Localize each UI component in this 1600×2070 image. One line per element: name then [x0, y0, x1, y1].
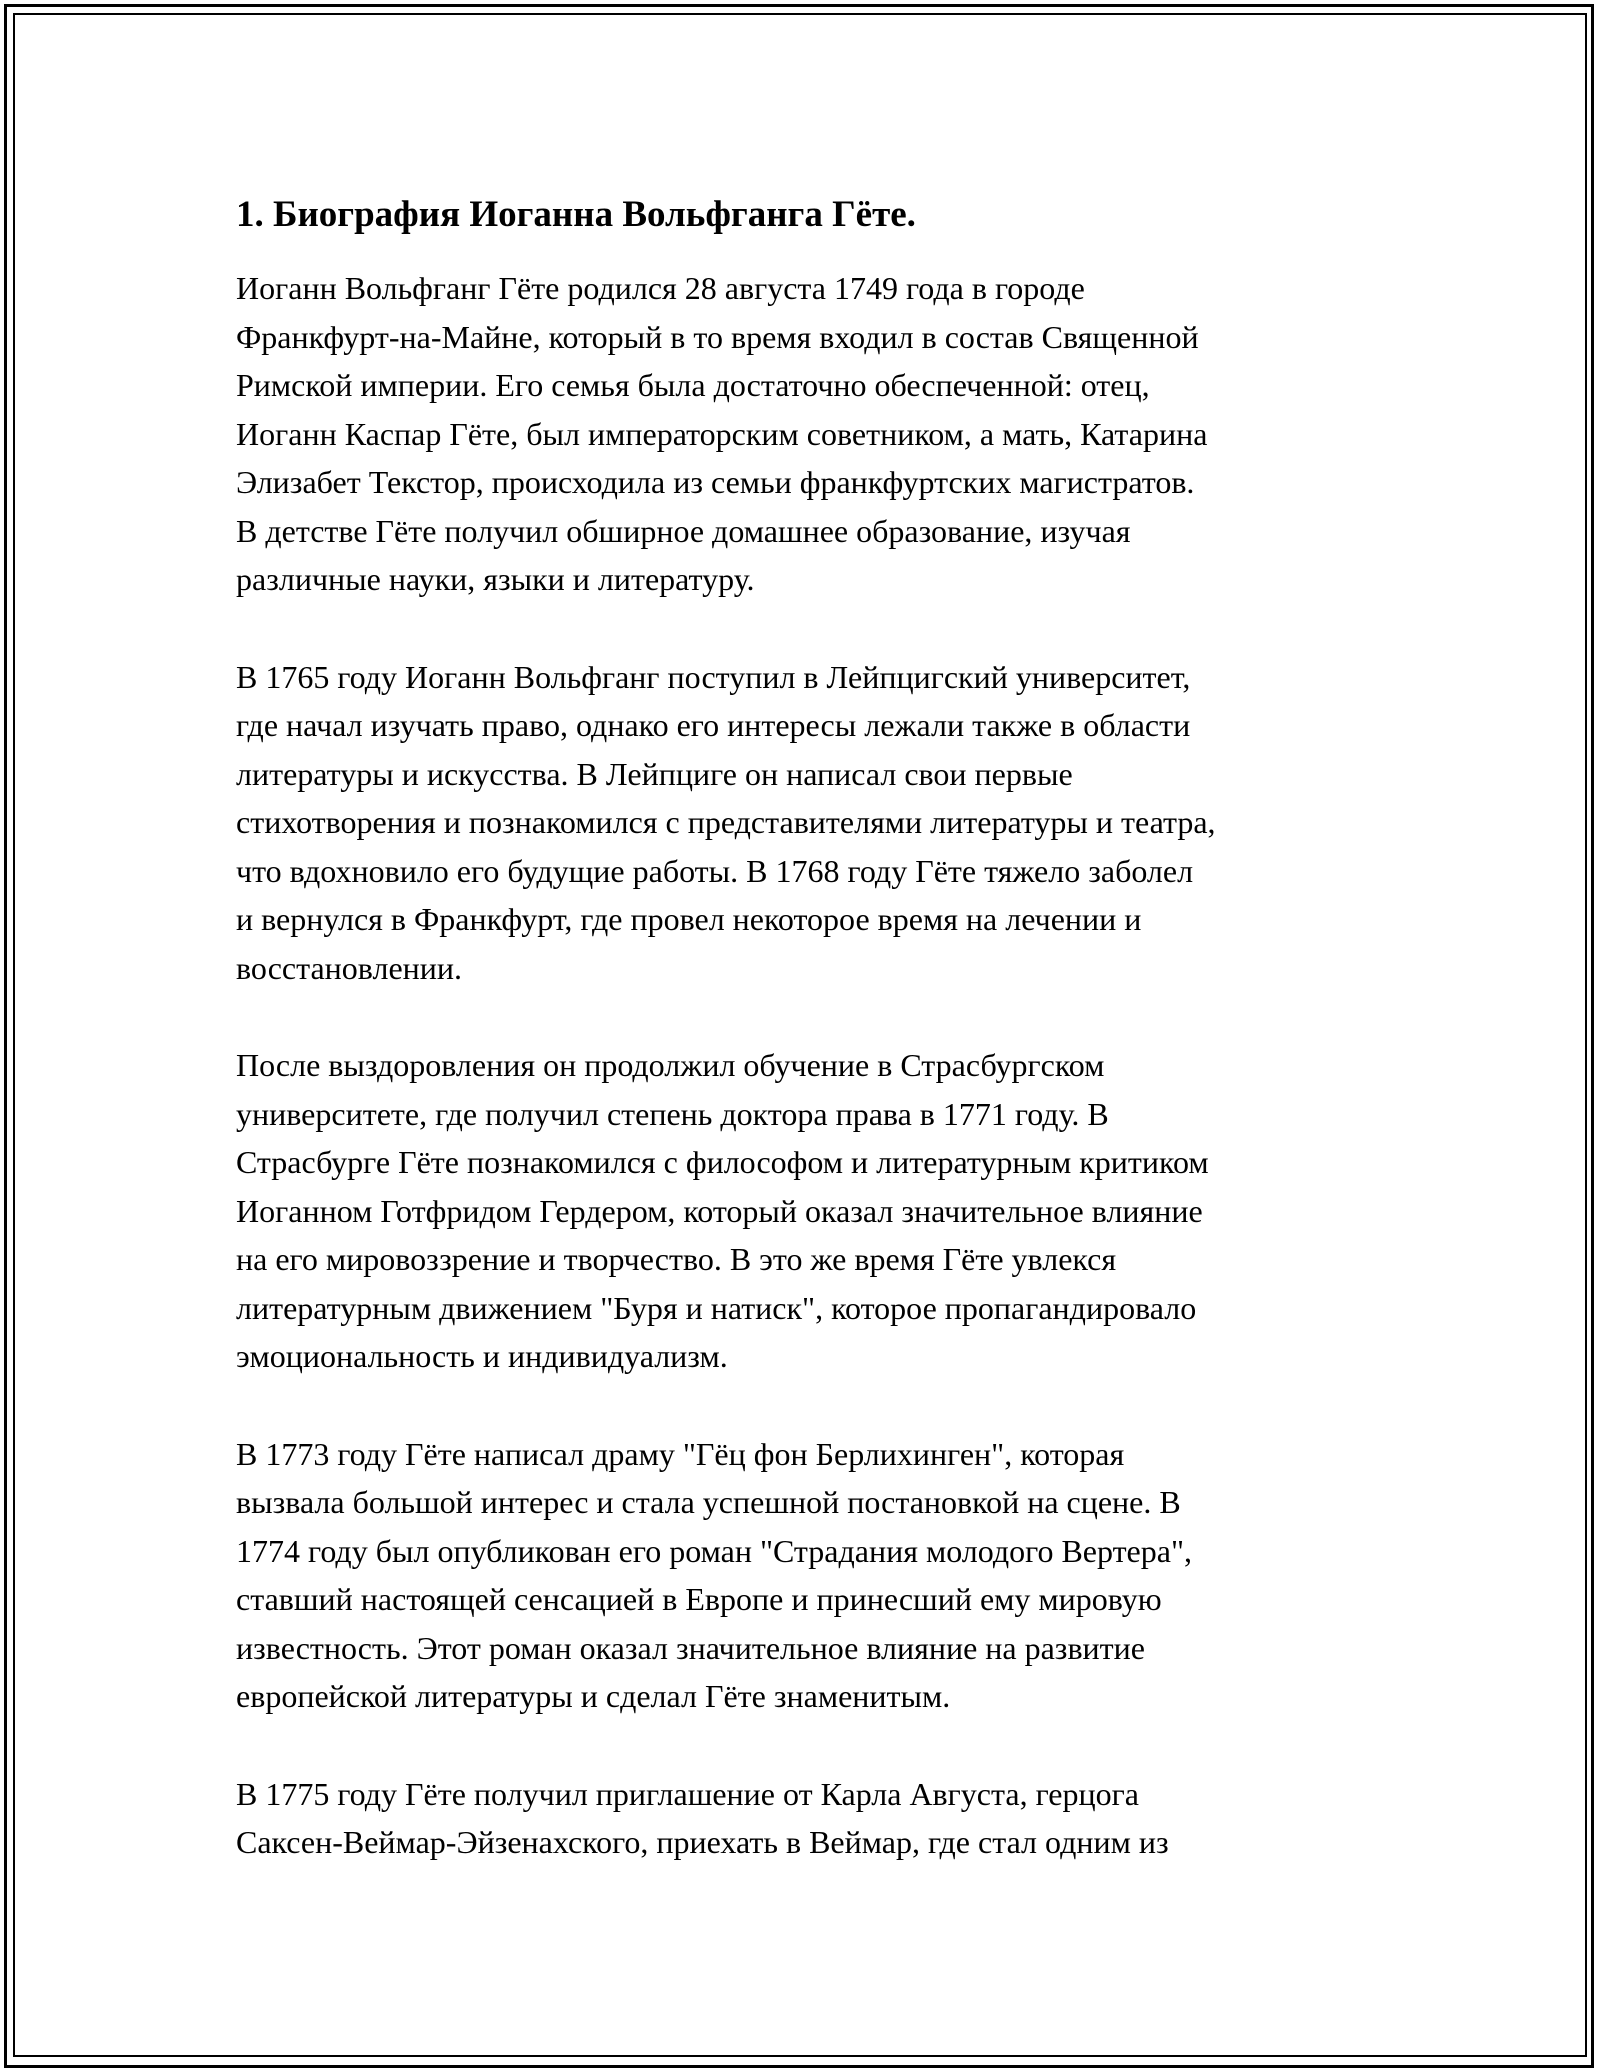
paragraph-line: В 1765 году Иоганн Вольфганг поступил в Лейпцигский университет,: [236, 658, 1191, 695]
paragraph-line: литературы и искусства. В Лейпциге он написал свои первые: [236, 755, 1073, 792]
paragraph-leipzig: [236, 653, 1366, 993]
paragraph-line: В 1775 году Гёте получил приглашение от Карла Августа, герцога: [236, 1775, 1139, 1812]
paragraph-line: и вернулся в Франкфурт, где провел некоторое время на лечении и: [236, 901, 1142, 937]
paragraph-strasbourg: [236, 1041, 1366, 1381]
paragraph-werther: [236, 1430, 1366, 1721]
paragraph-line: Иоганном Готфридом Гердером, который оказал значительное влияние: [236, 1192, 1203, 1229]
paragraph-line: университете, где получил степень доктора права в 1771 году. В: [236, 1095, 1109, 1132]
paragraph-line: на его мировоззрение и творчество. В это же время Гёте увлекся: [236, 1241, 1117, 1277]
paragraph-line: восстановлении.: [236, 949, 463, 986]
paragraph-line: Саксен-Веймар-Эйзенахского, приехать в Веймар, где стал одним из: [236, 1824, 1169, 1860]
paragraph-line: где начал изучать право, однако его интересы лежали также в области: [236, 707, 1191, 743]
paragraph-line: Элизабет Текстор, происходила из семьи франкфуртских магистратов.: [236, 464, 1195, 500]
paragraph-line: европейской литературы и сделал Гёте знаменитым.: [236, 1678, 951, 1714]
paragraph-line: известность. Этот роман оказал значительное влияние на развитие: [236, 1629, 1145, 1666]
paragraph-line: В 1773 году Гёте написал драму "Гёц фон Берлихинген", которая: [236, 1435, 1125, 1472]
document-body: [236, 190, 1366, 1916]
paragraph-weimar: [236, 1770, 1366, 1867]
paragraph-line: Иоганн Каспар Гёте, был императорским советником, а мать, Катарина: [236, 415, 1208, 452]
paragraph-line: литературным движением "Буря и натиск", которое пропагандировало: [236, 1289, 1197, 1326]
paragraph-line: Страсбурге Гёте познакомился с философом и литературным критиком: [236, 1144, 1209, 1180]
paragraph-line: что вдохновило его будущие работы. В 1768 году Гёте тяжело заболел: [236, 852, 1194, 889]
section-heading: 1. Биография Иоганна Вольфганга Гёте.: [236, 194, 916, 235]
paragraph-line: Римской империи. Его семья была достаточно обеспеченной: отец,: [236, 367, 1150, 403]
paragraph-line: После выздоровления он продолжил обучение в Страсбургском: [236, 1047, 1105, 1083]
paragraph-line: ставший настоящей сенсацией в Европе и принесший ему мировую: [236, 1581, 1162, 1617]
paragraph-early-life: [236, 264, 1366, 604]
paragraph-line: вызвала большой интерес и стала успешной постановкой на сцене. В: [236, 1484, 1181, 1520]
paragraph-line: эмоциональность и индивидуализм.: [236, 1338, 728, 1374]
paragraph-line: 1774 году был опубликован его роман "Страдания молодого Вертера",: [236, 1532, 1193, 1569]
paragraph-line: Франкфурт-на-Майне, который в то время входил в состав Священной: [236, 318, 1199, 355]
paragraph-line: В детстве Гёте получил обширное домашнее образование, изучая: [236, 512, 1131, 549]
paragraph-line: стихотворения и познакомился с представителями литературы и театра,: [236, 804, 1216, 840]
paragraph-line: Иоганн Вольфганг Гёте родился 28 августа 1749 года в городе: [236, 270, 1085, 306]
paragraph-line: различные науки, языки и литературу.: [236, 561, 755, 597]
